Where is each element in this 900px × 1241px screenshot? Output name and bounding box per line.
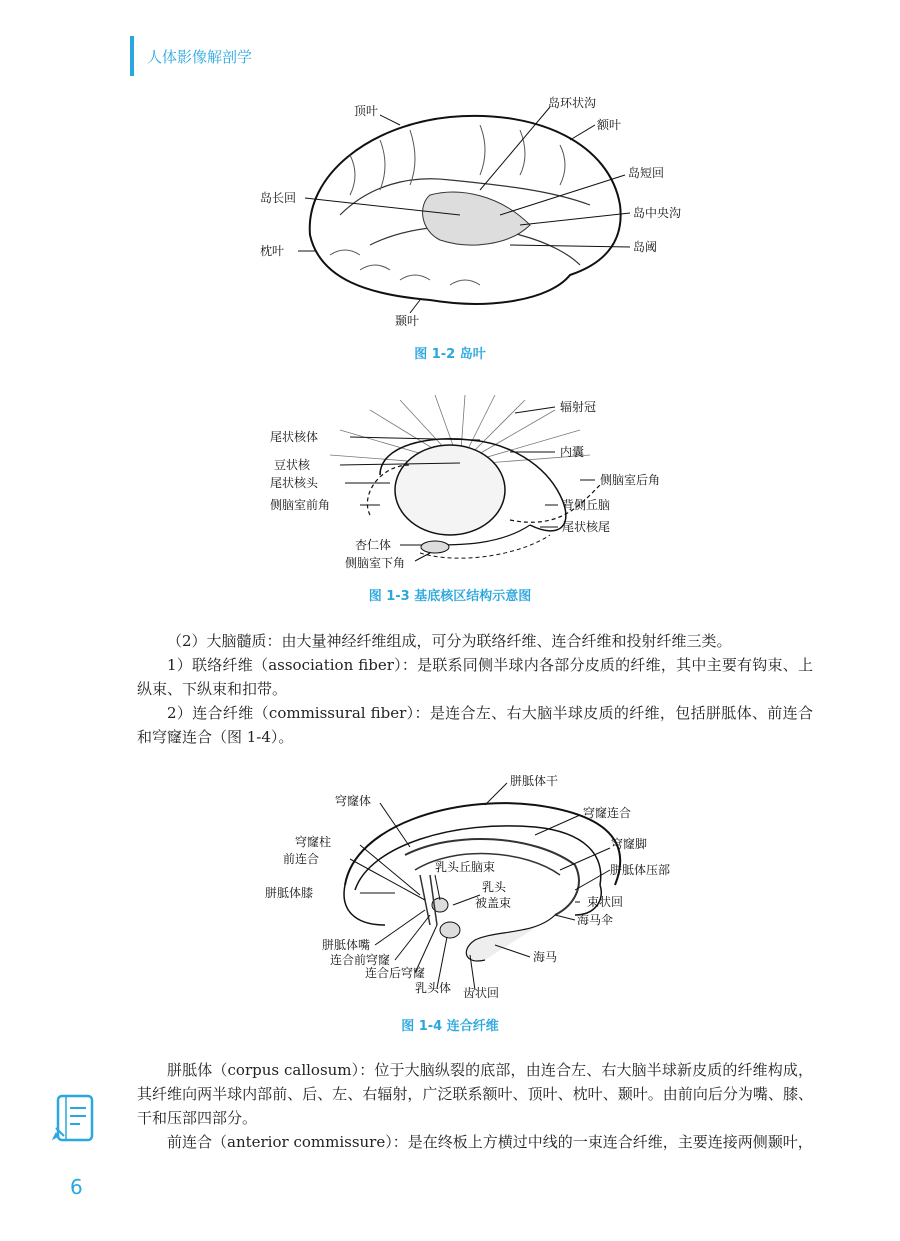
label-posterior-horn: 侧脑室后角 — [600, 473, 661, 487]
label-genu: 胼胝体膝 — [265, 886, 314, 900]
label-occipital-lobe: 枕叶 — [260, 244, 285, 258]
label-fornix-body: 穹窿体 — [335, 794, 372, 808]
running-header-title: 人体影像解剖学 — [147, 48, 253, 66]
label-fasciolar-gyrus: 束状回 — [587, 895, 624, 909]
label-parietal-lobe: 顶叶 — [354, 104, 379, 118]
label-tegmental-tract: 被盖束 — [475, 896, 512, 910]
label-mammillary: 乳头 — [482, 880, 507, 894]
paragraph-corpus-callosum: 胼胝体（corpus callosum）：位于大脑纵裂的底部，由连合左、右大脑半球新皮质的纤维构成，其纤维向两半球内部前、后、左、右辐射，广泛联系额叶、顶叶、枕叶、颞叶。由前向后分为嘴、膝、干和压部四部分。 — [137, 1061, 813, 1127]
figure-caption: 图 1-3 基底核区结构示意图 — [368, 589, 532, 604]
label-temporal-lobe: 颞叶 — [395, 314, 420, 328]
header-accent-bar — [130, 36, 134, 76]
insula-illustration — [250, 95, 690, 335]
label-mammillothalamic-tract: 乳头丘脑束 — [435, 860, 496, 874]
label-caudate-body: 尾状核体 — [270, 430, 319, 444]
label-corpus-callosum-trunk: 胼胝体干 — [510, 775, 559, 788]
label-dorsal-thalamus: 背侧丘脑 — [562, 498, 611, 512]
label-anterior-horn: 侧脑室前角 — [270, 498, 331, 512]
label-caudate-tail: 尾状核尾 — [562, 520, 611, 534]
label-fornix-commissure: 穹窿连合 — [583, 806, 632, 820]
label-caudate-head: 尾状核头 — [270, 476, 319, 490]
figure-basal-ganglia — [260, 395, 700, 575]
label-dentate-gyrus: 齿状回 — [463, 986, 500, 1000]
label-anterior-commissure: 前连合 — [283, 852, 320, 866]
page-number: 6 — [70, 1175, 83, 1199]
label-rostrum: 胼胝体嘴 — [322, 938, 371, 952]
label-fornix-crus: 穹窿脚 — [611, 837, 648, 851]
figure-insula — [250, 95, 690, 335]
label-postcommissural-fornix: 连合后穹窿 — [365, 966, 426, 980]
commissural-illustration — [255, 775, 695, 1005]
label-mammillary-body: 乳头体 — [415, 981, 452, 995]
label-lentiform-nucleus: 豆状核 — [274, 458, 311, 472]
label-splenium: 胼胝体压部 — [610, 863, 671, 877]
figure-caption: 图 1-2 岛叶 — [414, 347, 486, 362]
label-circular-sulcus: 岛环状沟 — [548, 96, 597, 110]
figure-commissural-fibers — [255, 775, 695, 1005]
label-limen-insulae: 岛阈 — [633, 240, 658, 254]
label-fimbria: 海马伞 — [577, 913, 614, 927]
label-fornix-column: 穹窿柱 — [295, 835, 332, 849]
label-frontal-lobe: 额叶 — [597, 118, 622, 132]
label-corona-radiata: 辐射冠 — [560, 400, 597, 414]
notes-icon — [52, 1092, 100, 1144]
paragraph-anterior-commissure: 前连合（anterior commissure）：是在终板上方横过中线的一束连合纤维，主要连接两侧颞叶， — [167, 1133, 813, 1151]
paragraph-association-fiber: 1）联络纤维（association fiber）：是联系同侧半球内各部分皮质的纤维，其中主要有钩束、上纵束、下纵束和扣带。 — [137, 656, 813, 698]
label-short-gyri: 岛短回 — [628, 166, 665, 180]
label-hippocampus: 海马 — [533, 950, 558, 964]
label-amygdala: 杏仁体 — [355, 538, 392, 552]
label-inferior-horn: 侧脑室下角 — [345, 556, 406, 570]
label-precommissural-fornix: 连合前穹窿 — [330, 953, 391, 967]
basal-ganglia-illustration — [260, 395, 700, 575]
paragraph-commissural-fiber: 2）连合纤维（commissural fiber）：是连合左、右大脑半球皮质的纤维，包括胼胝体、前连合和穹窿连合（图 1-4）。 — [137, 704, 813, 746]
label-internal-capsule: 内囊 — [560, 445, 585, 459]
label-long-gyrus: 岛长回 — [260, 191, 297, 205]
figure-caption: 图 1-4 连合纤维 — [401, 1019, 499, 1034]
label-central-sulcus: 岛中央沟 — [633, 206, 682, 220]
paragraph-cerebral-medulla: （2）大脑髓质：由大量神经纤维组成，可分为联络纤维、连合纤维和投射纤维三类。 — [167, 632, 732, 650]
